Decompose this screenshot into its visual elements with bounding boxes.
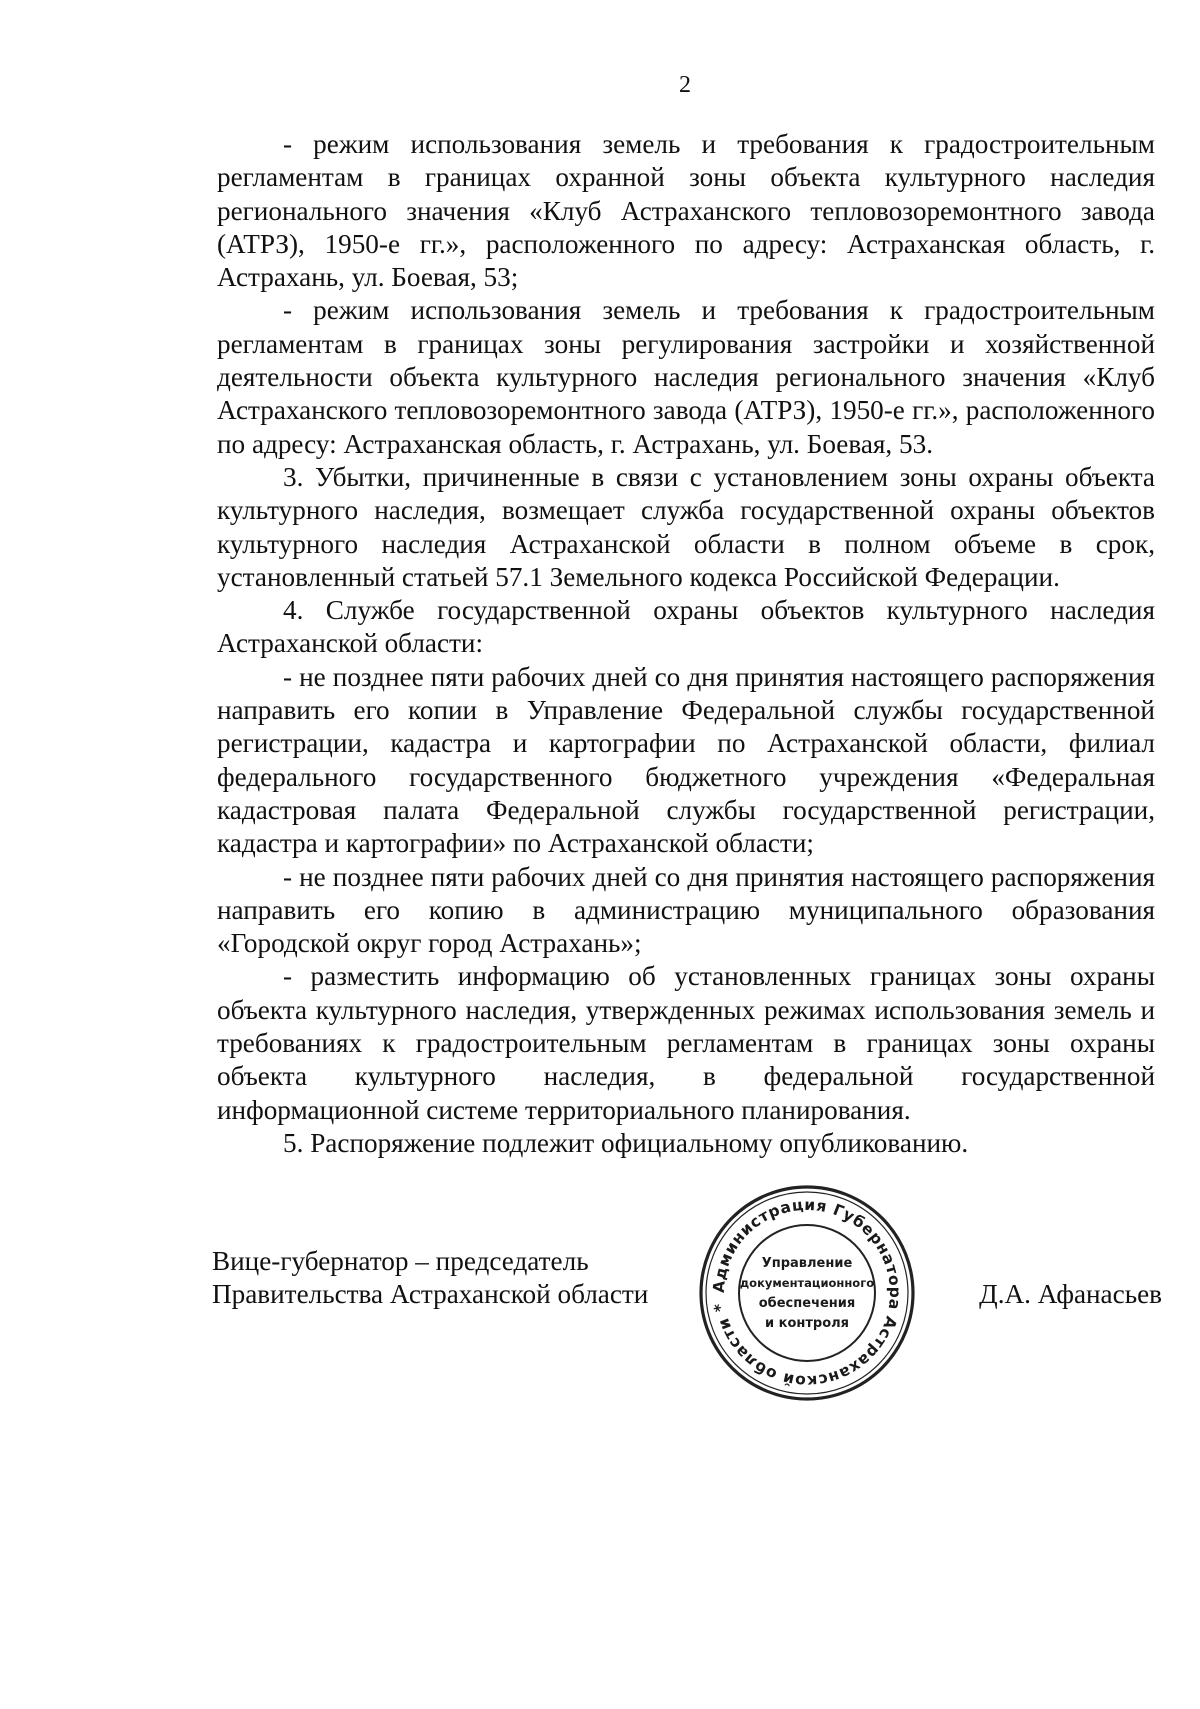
paragraph-item-3-losses: 3. Убытки, причиненные в связи с установлением зоны охраны объекта культурного наследия, возмещает служба государственной охраны объектов культурного наследия Астраханской области в полном объеме в срок, установленный статьей 57.1 Земельного кодекса Российской Федерации. (217, 461, 1155, 592)
paragraph-item-4-service: 4. Службе государственной охраны объектов культурного наследия Астраханской области: (217, 595, 1155, 659)
paragraph-publish-information: - разместить информацию об установленных границах зоны охраны объекта культурного наследия, утвержденных режимах использования земель и требованиях к градостроительным регламентам в границах зоны охраны объекта культурного наследия, в федеральной государственной информационной системе территориального планирования. (217, 961, 1155, 1125)
paragraph-send-copies: - не позднее пяти рабочих дней со дня принятия настоящего распоряжения направить его копии в Управление Федеральной службы государственной регистрации, кадастра и картографии по Астраханской области, филиал федерального государственного бюджетного учреждения «Федеральная кадастровая палата Федеральной службы государственной регистрации, кадастра и картографии» по Астраханской области; (217, 661, 1155, 859)
seal-center-line-4: и контроля (764, 1316, 850, 1331)
signer-position (212, 1245, 732, 1311)
seal-center-line-2: документационного (739, 1276, 875, 1290)
signer-position-line-2: Правительства Астраханской области (212, 1279, 649, 1309)
official-seal (697, 1183, 917, 1403)
signer-name: Д.А. Афанасьев (979, 1279, 1162, 1309)
page-number: 2 (679, 72, 691, 98)
seal-graphic (697, 1183, 917, 1403)
signer-position-line-1: Вице-губернатор – председатель (212, 1246, 589, 1276)
seal-ring-text: Администрация Губернатора Астраханской области * (709, 1195, 905, 1391)
document-body (217, 128, 1155, 1160)
paragraph-send-copy-administration: - не позднее пяти рабочих дней со дня принятия настоящего распоряжения направить его копию в администрацию муниципального образования «Городской округ город Астрахань»; (217, 861, 1155, 959)
seal-center-line-3: обеспечения (758, 1296, 856, 1311)
paragraph-item-5-publication: 5. Распоряжение подлежит официальному опубликованию. (283, 1127, 969, 1158)
seal-center-line-1: Управление (761, 1256, 853, 1271)
paragraph-security-zone-regime: - режим использования земель и требования к градостроительным регламентам в границах охранной зоны объекта культурного наследия регионального значения «Клуб Астраханского тепловозоремонтного завода (АТРЗ), 1950-е гг.», расположенного по адресу: Астраханская область, г. Астрахань, ул. Боевая, 53; (217, 129, 1155, 293)
paragraph-regulation-zone-regime: - режим использования земель и требования к градостроительным регламентам в границах зоны регулирования застройки и хозяйственной деятельности объекта культурного наследия регионального значения «Клуб Астраханского тепловозоремонтного завода (АТРЗ), 1950-е гг.», расположенного по адресу: Астраханская область, г. Астрахань, ул. Боевая, 53. (217, 295, 1155, 459)
